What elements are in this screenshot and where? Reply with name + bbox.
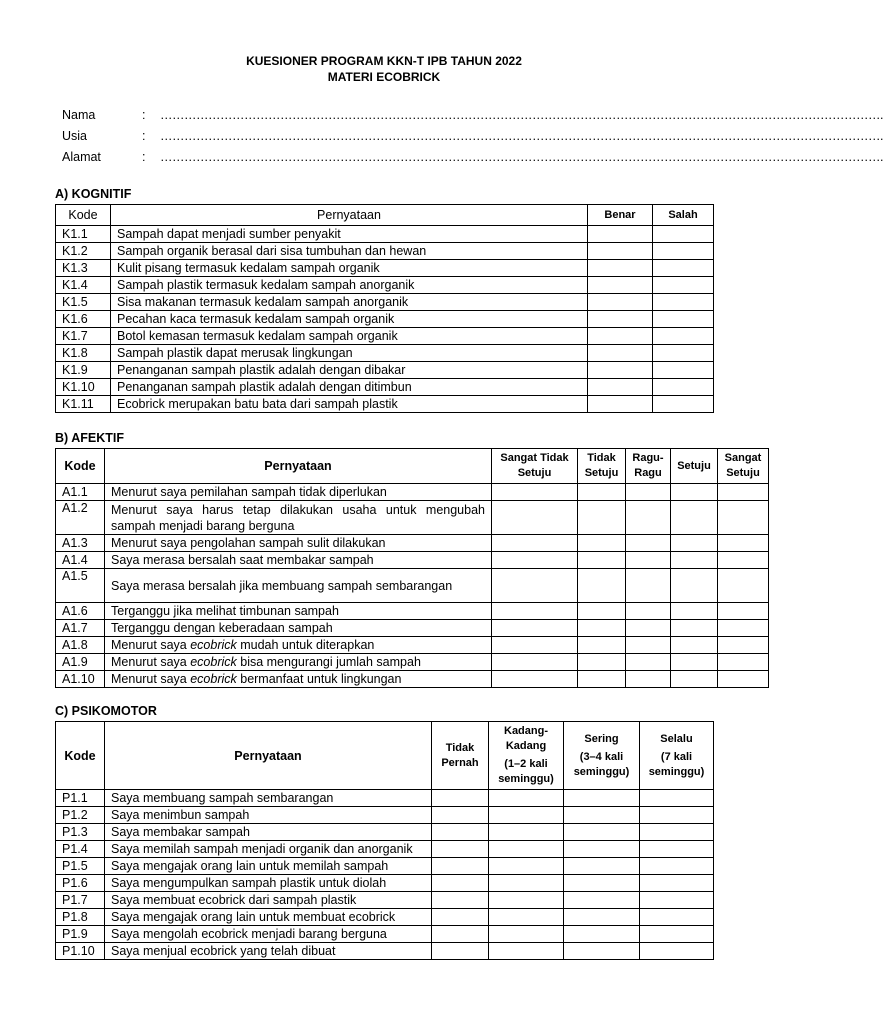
answer-cell-sangat-setuju[interactable]: [718, 484, 769, 501]
answer-cell-sangat-tidak-setuju[interactable]: [492, 654, 578, 671]
row-pernyataan: Penanganan sampah plastik adalah dengan dibakar: [111, 362, 588, 379]
section-heading-kognitif: A) KOGNITIF: [55, 187, 132, 201]
answer-cell-sangat-setuju[interactable]: [718, 654, 769, 671]
field-colon: :: [142, 150, 146, 164]
answer-cell-kadang-kadang[interactable]: [489, 841, 564, 858]
answer-cell-tidak-setuju[interactable]: [578, 654, 626, 671]
row-kode: A1.4: [56, 552, 105, 569]
row-kode: A1.1: [56, 484, 105, 501]
answer-cell-ragu-ragu[interactable]: [626, 671, 671, 688]
answer-cell-tidak-setuju[interactable]: [578, 671, 626, 688]
col-pernyataan: Pernyataan: [105, 449, 492, 484]
answer-cell-selalu[interactable]: [640, 875, 714, 892]
answer-cell-tidak-pernah[interactable]: [432, 892, 489, 909]
answer-cell-sangat-setuju[interactable]: [718, 552, 769, 569]
row-pernyataan: Saya membuang sampah sembarangan: [105, 790, 432, 807]
statement-emphasis: ecobrick: [190, 672, 237, 686]
table-row: [56, 943, 714, 960]
document-title: KUESIONER PROGRAM KKN-T IPB TAHUN 2022: [246, 54, 522, 68]
answer-cell-ragu-ragu[interactable]: [626, 637, 671, 654]
answer-cell-salah[interactable]: [653, 345, 714, 362]
answer-cell-salah[interactable]: [653, 294, 714, 311]
answer-cell-kadang-kadang[interactable]: [489, 790, 564, 807]
row-pernyataan: Penanganan sampah plastik adalah dengan ditimbun: [111, 379, 588, 396]
row-pernyataan: Saya mengajak orang lain untuk memilah sampah: [105, 858, 432, 875]
statement-suffix: bermanfaat untuk lingkungan: [236, 672, 402, 686]
row-kode: A1.3: [56, 535, 105, 552]
answer-cell-salah[interactable]: [653, 243, 714, 260]
psikomotor-rows: [56, 790, 714, 960]
answer-cell-ragu-ragu[interactable]: [626, 484, 671, 501]
table-row: [56, 790, 714, 807]
answer-cell-sangat-tidak-setuju[interactable]: [492, 552, 578, 569]
row-pernyataan: Sampah plastik termasuk kedalam sampah anorganik: [111, 277, 588, 294]
field-colon: :: [142, 129, 146, 143]
row-pernyataan: Saya merasa bersalah jika membuang sampah sembarangan: [105, 569, 492, 603]
table-row: [56, 535, 769, 552]
answer-cell-benar[interactable]: [588, 243, 653, 260]
answer-cell-ragu-ragu[interactable]: [626, 654, 671, 671]
answer-cell-tidak-pernah[interactable]: [432, 926, 489, 943]
answer-cell-selalu[interactable]: [640, 824, 714, 841]
col-tidak-setuju: Tidak Setuju: [578, 449, 626, 484]
answer-cell-kadang-kadang[interactable]: [489, 875, 564, 892]
table-row: [56, 243, 714, 260]
answer-cell-benar[interactable]: [588, 396, 653, 413]
col-ragu-ragu: Ragu- Ragu: [626, 449, 671, 484]
row-pernyataan: Saya mengajak orang lain untuk membuat ecobrick: [105, 909, 432, 926]
row-kode: P1.6: [56, 875, 105, 892]
field-fill-line[interactable]: ……………………………………………………………………………………………………………………………………………………………….: [160, 108, 883, 122]
row-pernyataan: Menurut saya pengolahan sampah sulit dilakukan: [105, 535, 492, 552]
answer-cell-ragu-ragu[interactable]: [626, 603, 671, 620]
col-kode: Kode: [56, 205, 111, 226]
col-kode: Kode: [56, 722, 105, 790]
row-kode: P1.10: [56, 943, 105, 960]
answer-cell-sering[interactable]: [564, 909, 640, 926]
answer-cell-benar[interactable]: [588, 328, 653, 345]
answer-cell-kadang-kadang[interactable]: [489, 926, 564, 943]
col-tidak-pernah: Tidak Pernah: [432, 722, 489, 790]
row-pernyataan: Saya membuat ecobrick dari sampah plastik: [105, 892, 432, 909]
row-kode: P1.8: [56, 909, 105, 926]
answer-cell-tidak-pernah[interactable]: [432, 807, 489, 824]
answer-cell-sangat-tidak-setuju[interactable]: [492, 603, 578, 620]
answer-cell-benar[interactable]: [588, 277, 653, 294]
answer-cell-kadang-kadang[interactable]: [489, 892, 564, 909]
answer-cell-salah[interactable]: [653, 396, 714, 413]
row-pernyataan: [105, 671, 492, 688]
table-row: [56, 379, 714, 396]
section-heading-afektif: B) AFEKTIF: [55, 431, 124, 445]
kognitif-rows: [56, 226, 714, 413]
row-kode: K1.4: [56, 277, 111, 294]
table-row: [56, 569, 769, 603]
answer-cell-tidak-setuju[interactable]: [578, 637, 626, 654]
table-row: [56, 892, 714, 909]
row-kode: K1.3: [56, 260, 111, 277]
table-row: [56, 260, 714, 277]
row-pernyataan: Saya menimbun sampah: [105, 807, 432, 824]
answer-cell-sangat-tidak-setuju[interactable]: [492, 620, 578, 637]
answer-cell-tidak-setuju[interactable]: [578, 501, 626, 535]
answer-cell-sangat-tidak-setuju[interactable]: [492, 501, 578, 535]
statement-prefix: Menurut saya: [111, 672, 191, 686]
answer-cell-selalu[interactable]: [640, 841, 714, 858]
statement-suffix: bisa mengurangi jumlah sampah: [236, 655, 421, 669]
table-row: [56, 603, 769, 620]
col-sangat-tidak-setuju: Sangat Tidak Setuju: [492, 449, 578, 484]
row-pernyataan: Sisa makanan termasuk kedalam sampah anorganik: [111, 294, 588, 311]
table-row: [56, 654, 769, 671]
table-afektif: [55, 448, 769, 688]
row-kode: P1.2: [56, 807, 105, 824]
row-kode: P1.9: [56, 926, 105, 943]
answer-cell-setuju[interactable]: [671, 654, 718, 671]
table-row: [56, 671, 769, 688]
row-pernyataan: Ecobrick merupakan batu bata dari sampah plastik: [111, 396, 588, 413]
row-pernyataan: Pecahan kaca termasuk kedalam sampah organik: [111, 311, 588, 328]
answer-cell-selalu[interactable]: [640, 943, 714, 960]
answer-cell-sangat-setuju[interactable]: [718, 671, 769, 688]
answer-cell-setuju[interactable]: [671, 671, 718, 688]
row-kode: P1.5: [56, 858, 105, 875]
field-label: Nama: [62, 108, 96, 122]
col-salah: Salah: [653, 205, 714, 226]
answer-cell-tidak-pernah[interactable]: [432, 909, 489, 926]
answer-cell-benar[interactable]: [588, 311, 653, 328]
col-kadang-kadang: Kadang- Kadang (1–2 kali seminggu): [489, 722, 564, 790]
answer-cell-ragu-ragu[interactable]: [626, 552, 671, 569]
answer-cell-sering[interactable]: [564, 875, 640, 892]
answer-cell-tidak-setuju[interactable]: [578, 484, 626, 501]
row-kode: K1.7: [56, 328, 111, 345]
answer-cell-selalu[interactable]: [640, 807, 714, 824]
answer-cell-setuju[interactable]: [671, 535, 718, 552]
table-row: [56, 824, 714, 841]
answer-cell-setuju[interactable]: [671, 620, 718, 637]
answer-cell-tidak-pernah[interactable]: [432, 875, 489, 892]
answer-cell-sangat-setuju[interactable]: [718, 501, 769, 535]
answer-cell-sangat-tidak-setuju[interactable]: [492, 484, 578, 501]
answer-cell-sangat-setuju[interactable]: [718, 569, 769, 603]
answer-cell-ragu-ragu[interactable]: [626, 535, 671, 552]
afektif-rows: [56, 484, 769, 688]
answer-cell-salah[interactable]: [653, 362, 714, 379]
row-kode: A1.9: [56, 654, 105, 671]
answer-cell-sering[interactable]: [564, 926, 640, 943]
answer-cell-setuju[interactable]: [671, 552, 718, 569]
row-kode: K1.6: [56, 311, 111, 328]
answer-cell-sering[interactable]: [564, 824, 640, 841]
row-pernyataan: [105, 654, 492, 671]
answer-cell-selalu[interactable]: [640, 926, 714, 943]
answer-cell-sering[interactable]: [564, 790, 640, 807]
field-label: Alamat: [62, 150, 101, 164]
col-kode: Kode: [56, 449, 105, 484]
table-row: [56, 277, 714, 294]
table-row: [56, 396, 714, 413]
col-sering: Sering (3–4 kali seminggu): [564, 722, 640, 790]
row-pernyataan: Botol kemasan termasuk kedalam sampah organik: [111, 328, 588, 345]
answer-cell-kadang-kadang[interactable]: [489, 858, 564, 875]
row-kode: P1.7: [56, 892, 105, 909]
table-row: [56, 362, 714, 379]
answer-cell-ragu-ragu[interactable]: [626, 620, 671, 637]
answer-cell-tidak-pernah[interactable]: [432, 841, 489, 858]
answer-cell-kadang-kadang[interactable]: [489, 807, 564, 824]
answer-cell-selalu[interactable]: [640, 858, 714, 875]
table-row: [56, 552, 769, 569]
answer-cell-benar[interactable]: [588, 260, 653, 277]
answer-cell-setuju[interactable]: [671, 484, 718, 501]
row-kode: K1.8: [56, 345, 111, 362]
col-selalu: Selalu (7 kali seminggu): [640, 722, 714, 790]
row-kode: A1.8: [56, 637, 105, 654]
answer-cell-benar[interactable]: [588, 345, 653, 362]
answer-cell-benar[interactable]: [588, 379, 653, 396]
answer-cell-setuju[interactable]: [671, 637, 718, 654]
col-benar: Benar: [588, 205, 653, 226]
answer-cell-selalu[interactable]: [640, 790, 714, 807]
answer-cell-tidak-pernah[interactable]: [432, 943, 489, 960]
table-row: [56, 328, 714, 345]
answer-cell-tidak-pernah[interactable]: [432, 790, 489, 807]
statement-prefix: Menurut saya: [111, 655, 191, 669]
col-setuju: Setuju: [671, 449, 718, 484]
row-kode: K1.5: [56, 294, 111, 311]
answer-cell-sangat-tidak-setuju[interactable]: [492, 535, 578, 552]
answer-cell-sangat-tidak-setuju[interactable]: [492, 671, 578, 688]
table-row: [56, 620, 769, 637]
answer-cell-sangat-setuju[interactable]: [718, 637, 769, 654]
answer-cell-sangat-setuju[interactable]: [718, 535, 769, 552]
document-subtitle: MATERI ECOBRICK: [327, 70, 441, 84]
field-colon: :: [142, 108, 146, 122]
row-kode: K1.10: [56, 379, 111, 396]
answer-cell-tidak-setuju[interactable]: [578, 620, 626, 637]
answer-cell-sering[interactable]: [564, 807, 640, 824]
row-kode: K1.2: [56, 243, 111, 260]
table-row: [56, 226, 714, 243]
row-pernyataan: Saya mengolah ecobrick menjadi barang berguna: [105, 926, 432, 943]
row-pernyataan: [105, 637, 492, 654]
col-pernyataan: Pernyataan: [105, 722, 432, 790]
table-row: [56, 345, 714, 362]
row-pernyataan: Sampah plastik dapat merusak lingkungan: [111, 345, 588, 362]
row-kode: A1.7: [56, 620, 105, 637]
answer-cell-salah[interactable]: [653, 277, 714, 294]
statement-emphasis: ecobrick: [190, 638, 237, 652]
answer-cell-sangat-tidak-setuju[interactable]: [492, 637, 578, 654]
field-fill-line[interactable]: ……………………………………………………………………………………………………………………………………………………………….: [160, 129, 883, 143]
row-pernyataan: Saya menjual ecobrick yang telah dibuat: [105, 943, 432, 960]
answer-cell-salah[interactable]: [653, 311, 714, 328]
answer-cell-benar[interactable]: [588, 294, 653, 311]
answer-cell-sangat-setuju[interactable]: [718, 603, 769, 620]
row-pernyataan: Saya membakar sampah: [105, 824, 432, 841]
answer-cell-tidak-setuju[interactable]: [578, 535, 626, 552]
row-kode: K1.9: [56, 362, 111, 379]
answer-cell-kadang-kadang[interactable]: [489, 824, 564, 841]
row-kode: P1.1: [56, 790, 105, 807]
field-label: Usia: [62, 129, 88, 143]
row-kode: A1.2: [56, 501, 105, 535]
answer-cell-tidak-setuju[interactable]: [578, 603, 626, 620]
table-row: [56, 807, 714, 824]
statement-prefix: Menurut saya: [111, 638, 191, 652]
row-pernyataan: Menurut saya pemilahan sampah tidak diperlukan: [105, 484, 492, 501]
row-pernyataan: Saya merasa bersalah saat membakar sampah: [105, 552, 492, 569]
table-row: [56, 311, 714, 328]
answer-cell-tidak-setuju[interactable]: [578, 552, 626, 569]
row-kode: K1.11: [56, 396, 111, 413]
table-row: [56, 484, 769, 501]
answer-cell-ragu-ragu[interactable]: [626, 501, 671, 535]
answer-cell-setuju[interactable]: [671, 603, 718, 620]
row-kode: P1.4: [56, 841, 105, 858]
field-fill-line[interactable]: ……………………………………………………………………………………………………………………………………………………………….: [160, 150, 883, 164]
table-psikomotor: [55, 721, 714, 960]
answer-cell-tidak-setuju[interactable]: [578, 569, 626, 603]
row-kode: K1.1: [56, 226, 111, 243]
answer-cell-selalu[interactable]: [640, 892, 714, 909]
row-pernyataan: Terganggu jika melihat timbunan sampah: [105, 603, 492, 620]
answer-cell-benar[interactable]: [588, 362, 653, 379]
table-row: [56, 841, 714, 858]
answer-cell-sering[interactable]: [564, 892, 640, 909]
table-row: [56, 294, 714, 311]
answer-cell-benar[interactable]: [588, 226, 653, 243]
table-row: [56, 875, 714, 892]
statement-suffix: mudah untuk diterapkan: [236, 638, 375, 652]
row-kode: A1.10: [56, 671, 105, 688]
answer-cell-salah[interactable]: [653, 226, 714, 243]
table-row: [56, 909, 714, 926]
answer-cell-sangat-setuju[interactable]: [718, 620, 769, 637]
row-pernyataan: Sampah organik berasal dari sisa tumbuhan dan hewan: [111, 243, 588, 260]
row-pernyataan: Saya memilah sampah menjadi organik dan anorganik: [105, 841, 432, 858]
answer-cell-selalu[interactable]: [640, 909, 714, 926]
section-heading-psikomotor: C) PSIKOMOTOR: [55, 704, 157, 718]
row-kode: A1.6: [56, 603, 105, 620]
row-kode: P1.3: [56, 824, 105, 841]
col-pernyataan: Pernyataan: [111, 205, 588, 226]
table-row: [56, 501, 769, 535]
answer-cell-sangat-tidak-setuju[interactable]: [492, 569, 578, 603]
table-row: [56, 926, 714, 943]
answer-cell-sering[interactable]: [564, 841, 640, 858]
answer-cell-salah[interactable]: [653, 260, 714, 277]
answer-cell-tidak-pernah[interactable]: [432, 824, 489, 841]
answer-cell-setuju[interactable]: [671, 569, 718, 603]
table-row: [56, 858, 714, 875]
row-pernyataan: Kulit pisang termasuk kedalam sampah organik: [111, 260, 588, 277]
answer-cell-sering[interactable]: [564, 858, 640, 875]
statement-emphasis: ecobrick: [190, 655, 237, 669]
col-sangat-setuju: Sangat Setuju: [718, 449, 769, 484]
answer-cell-salah[interactable]: [653, 328, 714, 345]
row-pernyataan: Sampah dapat menjadi sumber penyakit: [111, 226, 588, 243]
answer-cell-setuju[interactable]: [671, 501, 718, 535]
table-row: [56, 637, 769, 654]
row-kode: A1.5: [56, 569, 105, 603]
answer-cell-tidak-pernah[interactable]: [432, 858, 489, 875]
answer-cell-salah[interactable]: [653, 379, 714, 396]
answer-cell-sering[interactable]: [564, 943, 640, 960]
answer-cell-kadang-kadang[interactable]: [489, 909, 564, 926]
row-pernyataan: Menurut saya harus tetap dilakukan usaha untuk mengubah sampah menjadi barang berguna: [105, 501, 492, 535]
table-kognitif: [55, 204, 714, 413]
answer-cell-ragu-ragu[interactable]: [626, 569, 671, 603]
row-pernyataan: Terganggu dengan keberadaan sampah: [105, 620, 492, 637]
answer-cell-kadang-kadang[interactable]: [489, 943, 564, 960]
row-pernyataan: Saya mengumpulkan sampah plastik untuk diolah: [105, 875, 432, 892]
